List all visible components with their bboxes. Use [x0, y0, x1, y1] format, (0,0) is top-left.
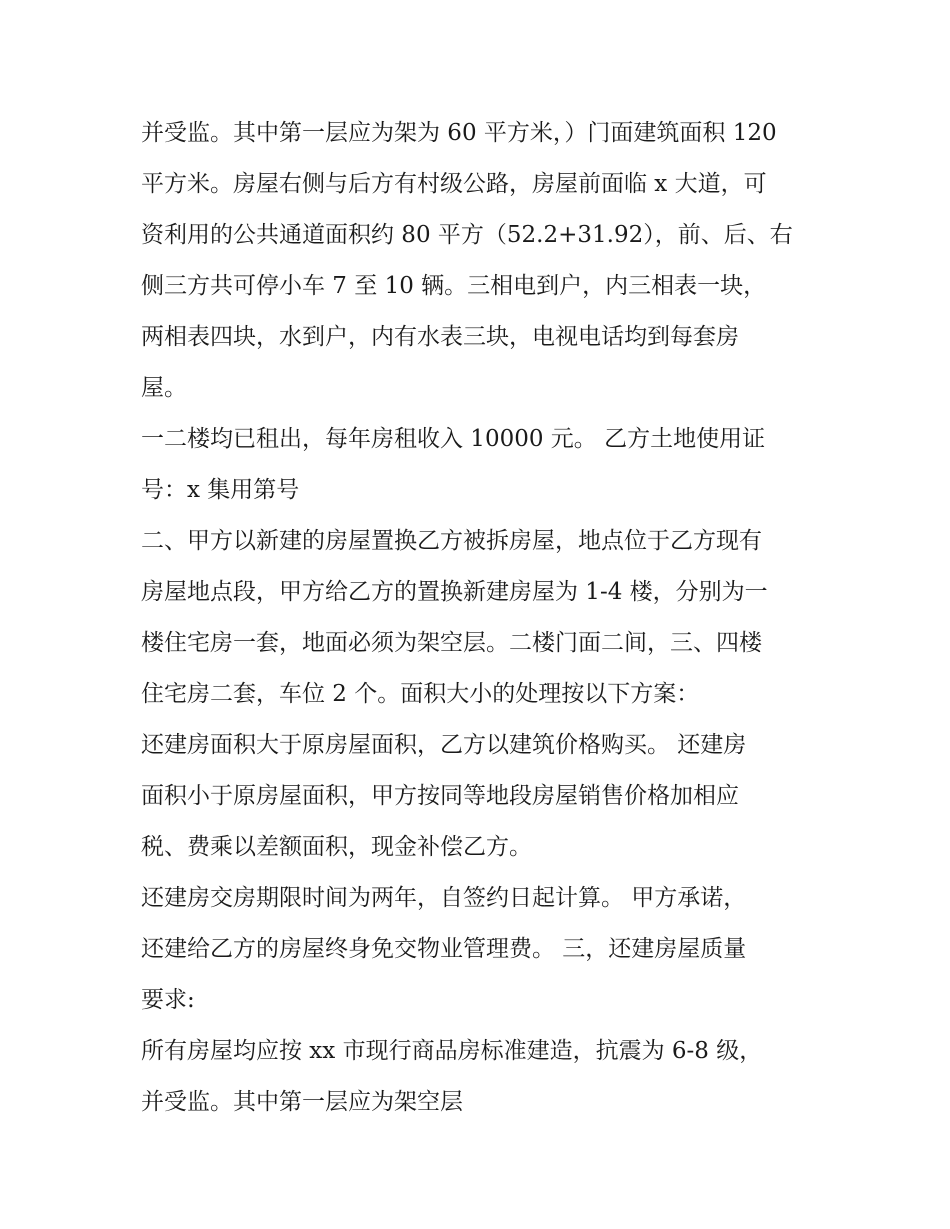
text-line: 楼住宅房一套，地面必须为架空层。二楼门面二间，三、四楼: [141, 630, 762, 656]
text-line: 号：x 集用第号: [141, 477, 300, 503]
text-line: 还建给乙方的房屋终身免交物业管理费。 三，还建房屋质量: [141, 936, 747, 962]
text-line: 资利用的公共通道面积约 80 平方（52.2+31.92），前、后、右: [141, 222, 793, 248]
text-line: 房屋地点段，甲方给乙方的置换新建房屋为 1-4 楼，分别为一: [141, 579, 768, 605]
text-line: 税、费乘以差额面积，现金补偿乙方。: [141, 834, 532, 860]
text-line: 住宅房二套，车位 2 个。面积大小的处理按以下方案：: [141, 681, 700, 707]
text-line: 要求:: [141, 987, 195, 1013]
document-body: [141, 108, 821, 1128]
text-line: 两相表四块，水到户，内有水表三块，电视电话均到每套房: [141, 324, 739, 350]
text-line: 还建房面积大于原房屋面积，乙方以建筑价格购买。 还建房: [141, 732, 747, 758]
text-line: 并受监。其中第一层应为架空层: [141, 1089, 463, 1115]
text-line: 平方米。房屋右侧与后方有村级公路，房屋前面临 x 大道，可: [141, 171, 767, 197]
text-line: 一二楼均已租出，每年房租收入 10000 元。 乙方土地使用证: [141, 426, 766, 452]
text-line: 并受监。其中第一层应为架为 60 平方米，）门面建筑面积 120: [141, 120, 777, 146]
text-line: 侧三方共可停小车 7 至 10 辆。三相电到户，内三相表一块，: [141, 273, 767, 299]
text-line: 还建房交房期限时间为两年，自签约日起计算。 甲方承诺，: [141, 885, 747, 911]
text-line: 屋。: [141, 375, 187, 401]
text-line: 面积小于原房屋面积，甲方按同等地段房屋销售价格加相应: [141, 783, 739, 809]
text-line: 二、甲方以新建的房屋置换乙方被拆房屋，地点位于乙方现有: [141, 528, 762, 554]
text-line: 所有房屋均应按 xx 市现行商品房标准建造，抗震为 6-8 级，: [141, 1038, 763, 1064]
